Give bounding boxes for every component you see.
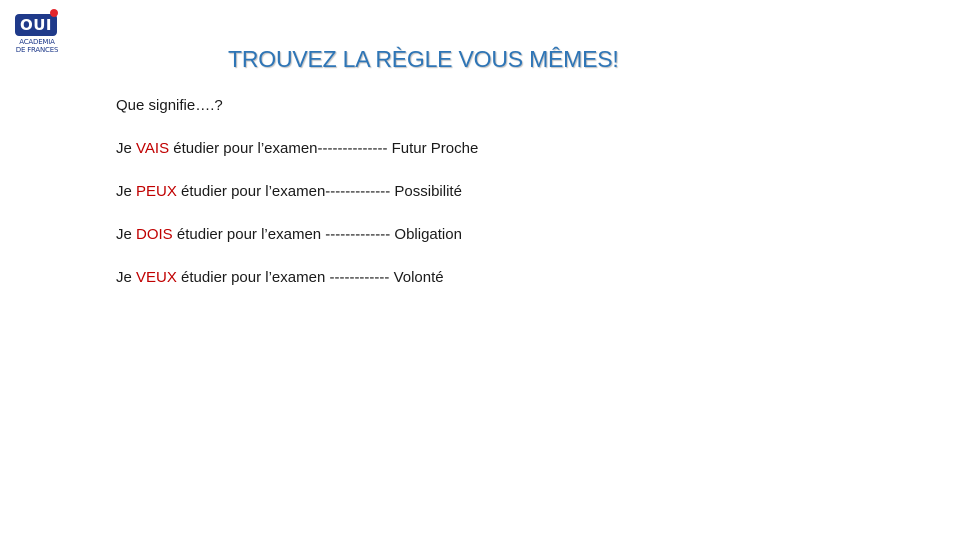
sentence-verb: DOIS [136, 226, 173, 243]
sentence-rest: étudier pour l’examen------------- [181, 183, 391, 200]
sentence-line [116, 225, 816, 268]
sentence-subject: Je [116, 140, 132, 157]
sentence-line [116, 268, 816, 311]
question-line: Que signifie….? [116, 97, 223, 114]
logo-badge [15, 14, 57, 36]
sentence-line [116, 139, 816, 182]
sentence-meaning: Futur Proche [391, 140, 479, 157]
sentence-verb: VAIS [136, 140, 170, 157]
slide-content [116, 96, 816, 311]
sentence-line [116, 182, 816, 225]
sentence-verb: PEUX [136, 183, 177, 200]
sentence-meaning: Obligation [394, 226, 462, 243]
sentence-subject: Je [116, 183, 132, 200]
logo-line-2: DE FRANCES [15, 46, 59, 54]
slide-title: TROUVEZ LA RÈGLE VOUS MÊMES! [228, 46, 619, 72]
sentence-rest: étudier pour l’examen ------------ [181, 269, 390, 286]
sentence-subject: Je [116, 269, 132, 286]
sentence-meaning: Volonté [393, 269, 444, 286]
sentence-subject: Je [116, 226, 132, 243]
oui-academia-logo [9, 8, 65, 58]
logo-dot-icon [50, 9, 58, 17]
sentence-rest: étudier pour l’examen ------------- [176, 226, 391, 243]
sentence-meaning: Possibilité [394, 183, 462, 200]
sentence-verb: VEUX [136, 269, 177, 286]
logo-line-1: ACADEMIA [19, 38, 55, 46]
sentence-rest: étudier pour l’examen-------------- [173, 140, 388, 157]
logo-badge-text: OUI [19, 16, 52, 34]
